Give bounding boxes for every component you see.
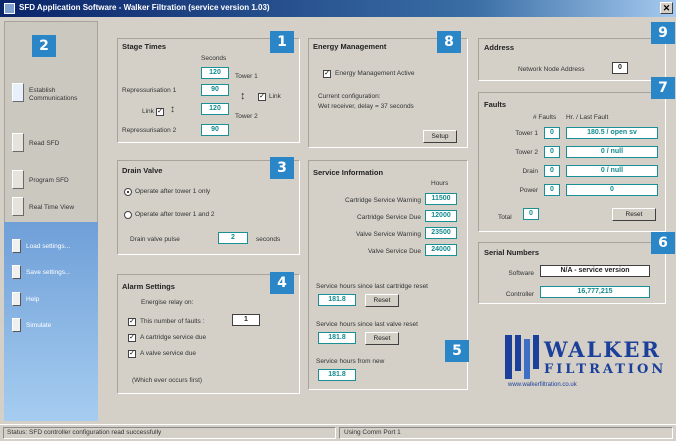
badge-4: 4 [270,272,294,294]
energy-setup-button[interactable]: Setup [423,130,457,143]
fault-power-last: 0 [566,184,658,196]
fault-tower1-count: 0 [544,127,560,139]
drain-option2-label: Operate after tower 1 and 2 [135,211,215,218]
read-sfd-label: Read SFD [29,140,60,147]
badge-7: 7 [651,77,675,99]
tower1-time-field[interactable]: 120 [201,67,229,79]
badge-3: 3 [270,157,294,179]
drain-option2-radio[interactable] [124,211,132,219]
faults-title: Faults [484,100,507,109]
since-valve-label: Service hours since last valve reset [316,321,418,328]
valve-warning-field[interactable]: 23500 [425,227,457,239]
valve-warning-label: Valve Service Warning [355,231,421,238]
drain-pulse-unit: seconds [256,236,281,243]
link-right-checkbox[interactable]: ✓ [259,93,265,100]
badge-5: 5 [445,340,469,362]
logo-filtration: FILTRATION [544,362,667,377]
simulate-button[interactable] [12,318,21,332]
tower2-label: Tower 2 [235,113,258,120]
save-settings-button[interactable] [12,265,21,279]
real-time-view-label: Real Time View [29,204,75,211]
badge-6: 6 [651,232,675,254]
cartridge-warning-label: Cartridge Service Warning [345,197,421,204]
badge-9: 9 [651,22,675,44]
repressurisation1-label: Repressurisation 1 [122,87,177,94]
app-icon [4,3,15,14]
alarm-cartridge-checkbox[interactable]: ✓ [129,334,135,341]
faults-last-header: Hr. / Last Fault [566,114,609,121]
save-settings-label: Save settings... [26,269,71,276]
logo-url[interactable]: www.walkerfiltration.co.uk [508,382,577,388]
alarm-faults-field[interactable]: 1 [232,314,260,326]
valve-due-field[interactable]: 24000 [425,244,457,256]
stage-times-title: Stage Times [122,42,167,51]
alarm-subtitle: Energise relay on: [141,299,194,306]
since-cartridge-label: Service hours since last cartridge reset [316,283,428,290]
cartridge-due-label: Cartridge Service Due [357,214,421,221]
load-settings-button[interactable] [12,239,21,253]
link-right-arrow-icon: ↕ [240,90,246,102]
fault-power-count: 0 [544,184,560,196]
drain-valve-title: Drain Valve [122,166,163,175]
logo-walker: WALKER [544,337,662,362]
alarm-valve-label: A valve service due [140,350,197,357]
valve-due-label: Valve Service Due [368,248,421,255]
drain-option1-radio[interactable] [124,188,132,196]
status-message: Status: SFD controller configuration read successfully [7,429,162,436]
reset-valve-button[interactable]: Reset [365,332,399,345]
seconds-header: Seconds [201,55,227,62]
fault-tower1-label: Tower 1 [515,130,538,137]
link-left-arrow-icon: ↕ [170,104,175,115]
fault-tower2-last: 0 / null [566,146,658,158]
help-label: Help [26,296,40,303]
walker-logo-icon [505,335,541,379]
repressurisation2-field[interactable]: 90 [201,124,229,136]
tower1-label: Tower 1 [235,73,258,80]
alarm-faults-checkbox[interactable]: ✓ [129,318,135,325]
node-address-label: Network Node Address [518,66,585,73]
energy-active-label: Energy Management Active [335,70,415,77]
since-new-field: 181.8 [318,369,356,381]
energy-config-line2: Wet receiver, delay = 37 seconds [318,103,414,110]
fault-tower2-label: Tower 2 [515,149,538,156]
badge-2: 2 [32,35,56,57]
status-comm-port: Using Comm Port 1 [344,429,401,436]
link-left-checkbox[interactable]: ✓ [157,108,163,115]
energy-active-checkbox[interactable]: ✓ [324,70,330,77]
drain-pulse-label: Drain valve pulse [130,236,180,243]
window-title: SFD Application Software - Walker Filtration (service version 1.03) [19,3,270,12]
software-label: Software [508,270,534,277]
alarm-note: (Which ever occurs first) [132,377,203,384]
badge-1: 1 [270,31,294,53]
tower2-time-field[interactable]: 120 [201,103,229,115]
software-field: N/A - service version [540,265,650,277]
close-button[interactable]: ✕ [660,2,673,14]
link-left-label: Link [142,108,154,115]
fault-power-label: Power [519,187,538,194]
since-new-label: Service hours from new [316,358,385,365]
fault-drain-last: 0 / null [566,165,658,177]
establish-communications-button[interactable] [12,83,24,102]
controller-field: 16,777,215 [540,286,650,298]
fault-tower2-count: 0 [544,146,560,158]
node-address-field[interactable]: 0 [612,62,628,74]
fault-drain-count: 0 [544,165,560,177]
faults-count-header: # Faults [533,114,557,121]
since-valve-field: 181.8 [318,332,356,344]
fault-total-label: Total [498,214,512,221]
address-title: Address [484,43,515,52]
fault-total-field: 0 [523,208,539,220]
faults-reset-button[interactable]: Reset [612,208,656,221]
hours-header: Hours [431,180,449,187]
alarm-settings-title: Alarm Settings [122,282,175,291]
reset-cartridge-button[interactable]: Reset [365,294,399,307]
alarm-faults-label: This number of faults : [140,318,205,325]
alarm-valve-checkbox[interactable]: ✓ [129,350,135,357]
drain-pulse-field[interactable]: 2 [218,232,248,244]
simulate-label: Simulate [26,322,52,329]
program-sfd-label: Program SFD [29,177,69,184]
service-information-title: Service Information [313,168,384,177]
energy-management-title: Energy Management [313,42,387,51]
read-sfd-button[interactable] [12,133,24,152]
energy-config-line1: Current configuration: [318,93,381,100]
alarm-cartridge-label: A cartridge service due [140,334,207,341]
repressurisation1-field[interactable]: 90 [201,84,229,96]
link-right-label: Link [269,93,281,100]
establish-communications-label: Establish Communications [29,87,78,102]
fault-drain-label: Drain [522,168,538,175]
real-time-view-button[interactable] [12,197,24,216]
cartridge-warning-field[interactable]: 11500 [425,193,457,205]
drain-option1-label: Operate after tower 1 only [135,188,211,195]
help-button[interactable] [12,292,21,306]
cartridge-due-field[interactable]: 12000 [425,210,457,222]
fault-tower1-last: 180.5 / open sv [566,127,658,139]
controller-label: Controller [505,291,534,298]
serial-numbers-title: Serial Numbers [484,248,540,257]
repressurisation2-label: Repressurisation 2 [122,127,177,134]
load-settings-label: Load settings... [26,243,71,250]
since-cartridge-field: 181.8 [318,294,356,306]
badge-8: 8 [437,31,461,53]
program-sfd-button[interactable] [12,170,24,189]
